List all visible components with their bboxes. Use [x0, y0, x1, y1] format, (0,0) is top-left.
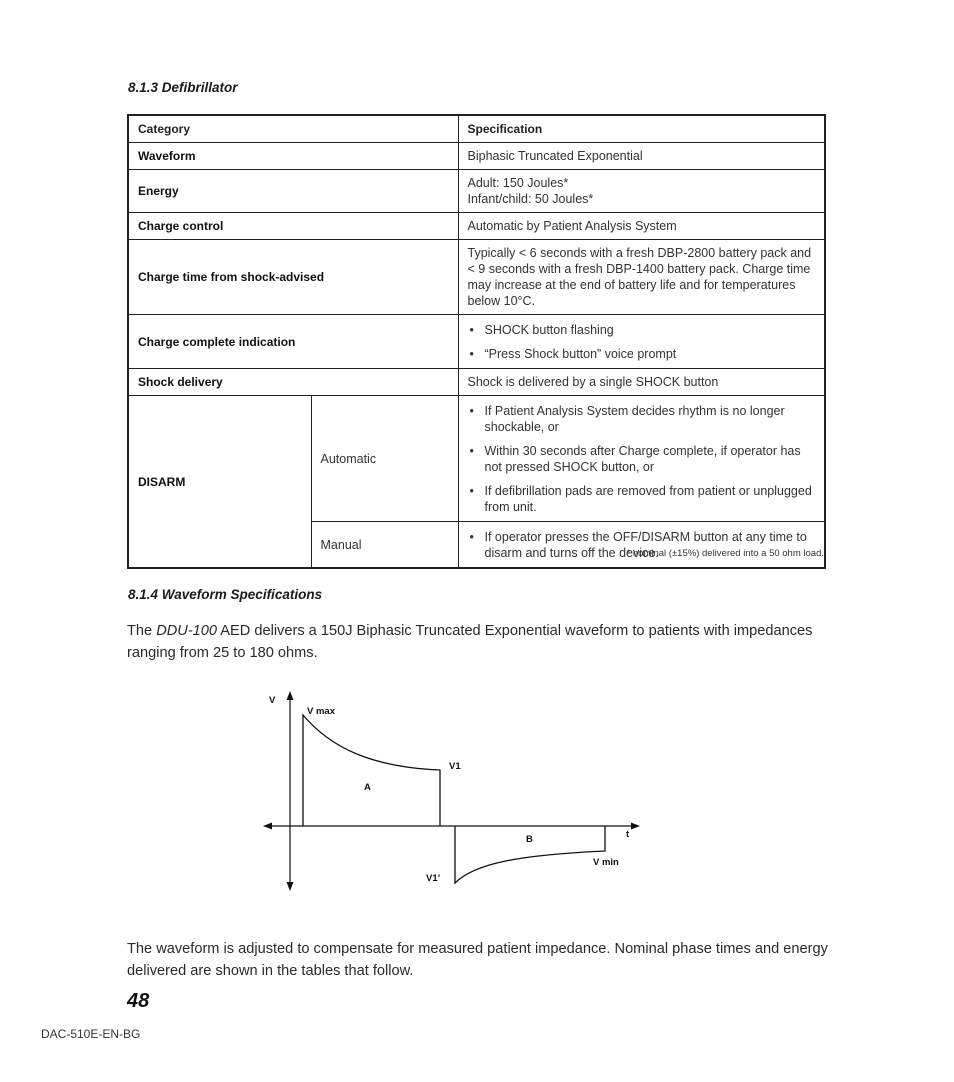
list-item: • Within 30 seconds after Charge complete, if operator has not pressed SHOCK button, or: [468, 443, 816, 475]
section-heading-waveform: 8.1.4 Waveform Specifications: [128, 587, 323, 602]
disarm-manual-label: Manual: [311, 522, 458, 569]
v-axis-label: V: [269, 695, 276, 706]
list-item: • SHOCK button flashing: [468, 322, 816, 338]
row-spec-waveform: Biphasic Truncated Exponential: [458, 143, 825, 170]
phase-a-label: A: [364, 782, 371, 793]
row-spec-energy: [458, 170, 825, 213]
list-item: • If defibrillation pads are removed from patient or unplugged from unit.: [468, 483, 816, 515]
v1-prime-label: V1’: [426, 873, 441, 884]
intro-pre: The: [127, 623, 157, 639]
positive-phase-curve: [303, 715, 440, 826]
table-row: [128, 143, 825, 170]
disarm-automatic-label: Automatic: [311, 396, 458, 522]
t-axis-label: t: [626, 829, 630, 840]
energy-infant: Infant/child: 50 Joules*: [467, 192, 594, 206]
t-axis-arrow-left: [263, 823, 272, 830]
header-specification: Specification: [458, 115, 825, 143]
list-item: • “Press Shock button” voice prompt: [468, 346, 816, 362]
defibrillator-spec-table: [127, 114, 826, 569]
vmin-label: V min: [593, 857, 619, 868]
v-axis-arrow-down: [287, 882, 294, 891]
header-category: Category: [128, 115, 458, 143]
table-header-row: [128, 115, 825, 143]
intro-post: AED delivers a 150J Biphasic Truncated Exponential waveform to patients with impedances ranging from 25 to 180 ohms.: [127, 623, 813, 661]
row-category-energy: Energy: [128, 170, 458, 213]
disarm-manual-spec: [458, 522, 825, 569]
row-spec-charge-control: Automatic by Patient Analysis System: [458, 213, 825, 240]
v1-label: V1: [449, 761, 461, 772]
biphasic-waveform-diagram: [250, 685, 650, 900]
intro-model: DDU-100: [156, 623, 218, 639]
table-row: [128, 369, 825, 396]
document-id: DAC-510E-EN-BG: [41, 1027, 141, 1041]
row-category-charge-complete: Charge complete indication: [128, 315, 458, 369]
closing-paragraph: The waveform is adjusted to compensate for measured patient impedance. Nominal phase times and energy delivered are shown in the tables that follow.: [127, 941, 828, 979]
row-spec-charge-time: Typically < 6 seconds with a fresh DBP-2800 battery pack and < 9 seconds with a fresh DBP-1400 battery pack. Charge time may increase at the end of battery life and for temperatures below 10°C.: [458, 240, 825, 315]
vmax-label: V max: [307, 706, 335, 717]
section-heading-defibrillator: 8.1.3 Defibrillator: [128, 80, 238, 95]
table-row: [128, 396, 825, 522]
row-category-charge-time: Charge time from shock-advised: [128, 240, 458, 315]
row-category-waveform: Waveform: [128, 143, 458, 170]
v-axis-arrow-up: [287, 691, 294, 700]
row-category-disarm: DISARM: [128, 396, 311, 569]
table-row: [128, 315, 825, 369]
table-row: [128, 213, 825, 240]
row-spec-shock-delivery: Shock is delivered by a single SHOCK button: [458, 369, 825, 396]
energy-adult: Adult: 150 Joules*: [467, 176, 569, 190]
t-axis-arrow-right: [631, 823, 640, 830]
intro-paragraph: [127, 620, 837, 664]
page-number: 48: [127, 990, 150, 1012]
table-footnote: * nominal (±15%) delivered into a 50 ohm load.: [626, 548, 824, 559]
list-item: • If operator presses the OFF/DISARM button at any time to disarm and turns off the device.: [468, 529, 816, 561]
disarm-automatic-spec: [458, 396, 825, 522]
row-spec-charge-complete: [458, 315, 825, 369]
phase-b-label: B: [526, 834, 533, 845]
list-item: • If Patient Analysis System decides rhythm is no longer shockable, or: [468, 403, 816, 435]
table-row: [128, 240, 825, 315]
row-category-shock-delivery: Shock delivery: [128, 369, 458, 396]
row-category-charge-control: Charge control: [128, 213, 458, 240]
table-row: [128, 170, 825, 213]
